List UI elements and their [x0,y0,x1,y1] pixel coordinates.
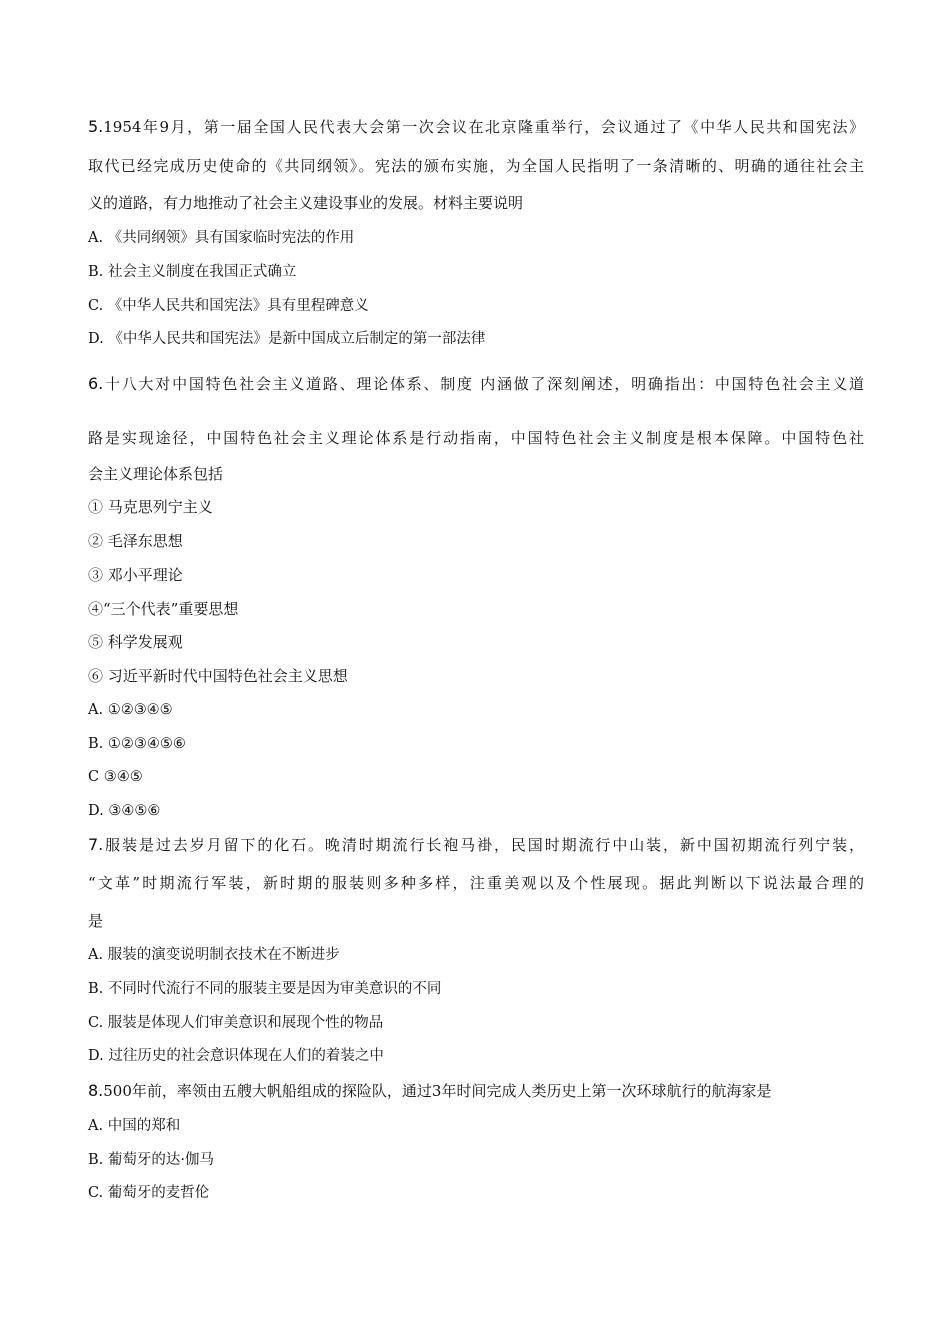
question-5-stem-line-1: 5.1954年9月，第一届全国人民代表大会第一次会议在北京隆重举行，会议通过了《中华人民共和国宪法》 [88,117,864,136]
question-7-option-c: C. 服装是体现人们审美意识和展现个性的物品 [88,1015,384,1031]
question-5-stem-line-3: 义的道路，有力地推动了社会主义建设事业的发展。材料主要说明 [88,194,524,212]
question-6-item-4: ④“三个代表”重要思想 [88,600,239,618]
question-6-item-1: ① 马克思列宁主义 [88,498,213,516]
question-6-item-6: ⑥ 习近平新时代中国特色社会主义思想 [88,667,348,685]
question-6-stem-line-1: 6.十八大对中国特色社会主义道路、理论体系、制度 内涵做了深刻阐述，明确指出：中国特色社会主义道 [88,374,864,393]
question-8-option-c: C. 葡萄牙的麦哲伦 [88,1185,210,1201]
question-6-item-5: ⑤ 科学发展观 [88,633,183,651]
question-8-option-a: A. 中国的郑和 [88,1118,181,1134]
question-7-option-b: B. 不同时代流行不同的服装主要是因为审美意识的不同 [88,981,442,997]
question-6-option-b: B. ①②③④⑤⑥ [88,736,186,752]
question-7-stem-line-2: “文革”时期流行军装，新时期的服装则多种多样，注重美观以及个性展现。据此判断以下说法最合理的 [88,874,864,892]
question-6-stem-line-3: 会主义理论体系包括 [88,465,224,483]
question-5-number: 5. [88,117,104,136]
question-5-option-d: D. 《中华人民共和国宪法》是新中国成立后制定的第一部法律 [88,331,486,347]
question-6-item-3: ③ 邓小平理论 [88,566,183,584]
question-8-stem-line-1: 8.500年前，率领由五艘大帆船组成的探险队，通过3年时间完成人类历史上第一次环球航行的航海家是 [88,1081,772,1100]
question-7-stem-line-3: 是 [88,912,104,930]
question-6-option-a: A. ①②③④⑤ [88,702,173,718]
question-7-stem-line-1: 7.服装是过去岁月留下的化石。晚清时期流行长袍马褂，民国时期流行中山装，新中国初期流行列宁装， [88,835,864,854]
question-7-option-d: D. 过往历史的社会意识体现在人们的着装之中 [88,1048,384,1064]
question-8-option-b: B. 葡萄牙的达·伽马 [88,1152,214,1168]
question-7-number: 7. [88,835,104,854]
question-5-option-a: A. 《共同纲领》具有国家临时宪法的作用 [88,230,355,246]
question-6-item-2: ② 毛泽东思想 [88,532,183,550]
question-6-option-c: C ③④⑤ [88,769,143,785]
question-7-option-a: A. 服装的演变说明制衣技术在不断进步 [88,947,340,963]
question-8-number: 8. [88,1081,104,1100]
question-5-option-c: C. 《中华人民共和国宪法》具有里程碑意义 [88,298,369,314]
question-6-number: 6. [88,374,104,393]
question-5-option-b: B. 社会主义制度在我国正式确立 [88,264,297,280]
question-5-stem-line-2: 取代已经完成历史使命的《共同纲领》。宪法的颁布实施，为全国人民指明了一条清晰的、明确的通往社会主 [88,157,864,175]
question-6-option-d: D. ③④⑤⑥ [88,803,161,819]
question-6-stem-line-2: 路是实现途径，中国特色社会主义理论体系是行动指南，中国特色社会主义制度是根本保障。中国特色社 [88,429,864,447]
